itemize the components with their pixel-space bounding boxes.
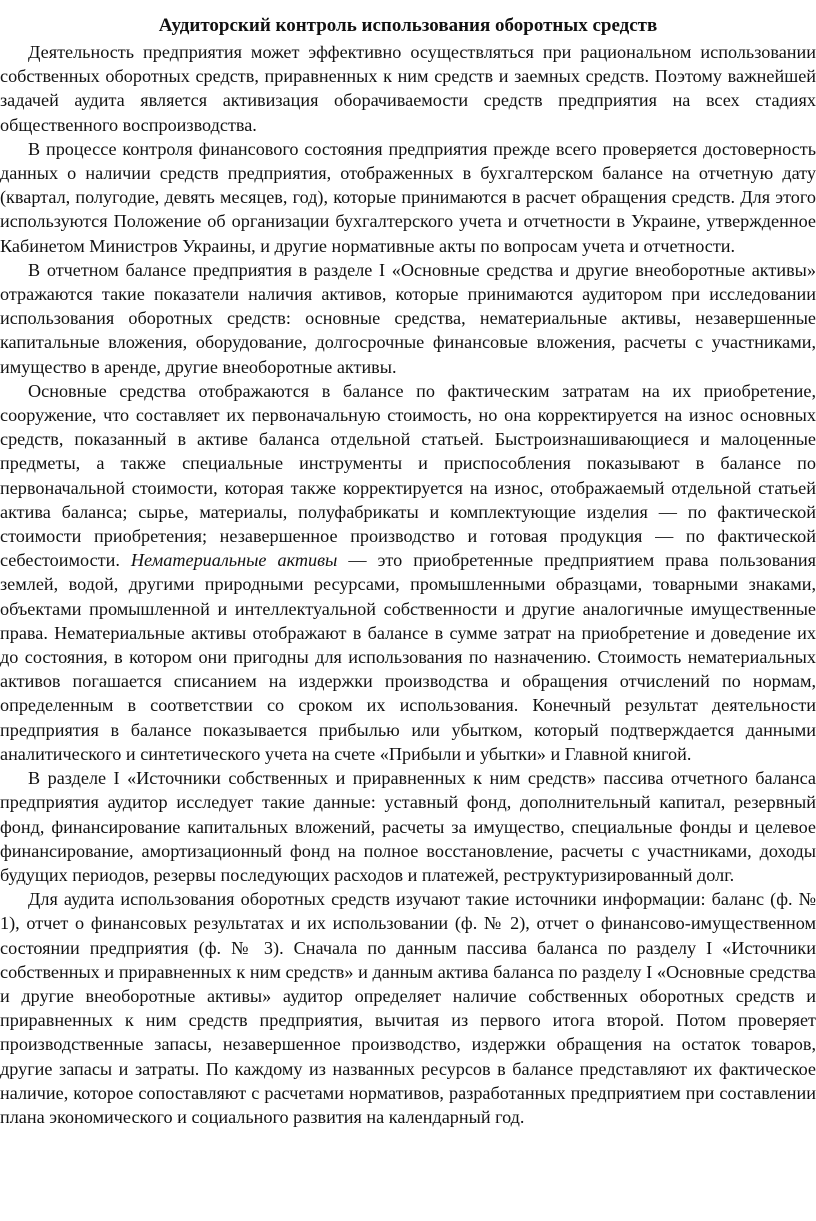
paragraph-1: Деятельность предприятия может эффективно осуществляться при рациональном использовании собственных оборотных средств, приравненных к ним средств и заемных средств. Поэтому важнейшей задачей аудита является активизация оборачиваемости средств предприятия на всех стадиях общественного воспроизводства.: [0, 42, 816, 135]
paragraph-5: В разделе I «Источники собственных и приравненных к ним средств» пассива отчетного баланса предприятия аудитор исследует такие данные: уставный фонд, дополнительный капитал, резервный фонд, финансирование капитальных вложений, расчеты за имущество, специальные фонды и целевое финансирование, амортизационный фонд на полное восстановление, расчеты с участниками, доходы будущих периодов, резервы последующих расходов и платежей, реструктуризированный долг.: [0, 768, 816, 885]
paragraph-4: [0, 379, 816, 766]
paragraph-2: В процессе контроля финансового состояния предприятия прежде всего проверяется достоверность данных о наличии средств предприятия, отображенных в бухгалтерском балансе на отчетную дату (квартал, полугодие, девять месяцев, год), которые принимаются в расчет обращения средств. Для этого используются Положение об организации бухгалтерского учета и отчетности в Украине, утвержденное Кабинетом Министров Украины, и другие нормативные акты по вопросам учета и отчетности.: [0, 138, 816, 256]
paragraph-4-text-after: — это приобретенные предприятием права пользования землей, водой, другими природными ресурсами, промышленными образцами, товарными знаками, объектами промышленной и интеллектуальной собственности и другие аналогичные имущественные права. Нематериальные активы отображают в балансе в сумме затрат на приобретение и доведение их до состояния, в котором они пригодны для использования по назначению. Стоимость нематериальных активов погашается списанием на издержки производства и обращения отчислений по нормам, определенным в соответствии со сроком их использования. Конечный результат деятельности предприятия в балансе показывается прибылью или убытком, который подтверждается данными аналитического и синтетического учета на счете «Прибыли и убытки» и Главной книгой.: [0, 550, 816, 764]
document-title: Аудиторский контроль использования оборотных средств: [158, 15, 658, 36]
paragraph-3: В отчетном балансе предприятия в разделе I «Основные средства и другие внеоборотные активы» отражаются такие показатели наличия активов, которые принимаются аудитором при исследовании использования оборотных средств: основные средства, нематериальные активы, незавершенные капитальные вложения, оборудование, долгосрочные финансовые вложения, расчеты с участниками, имущество в аренде, другие внеоборотные активы.: [0, 259, 816, 377]
intangible-assets-term: Нематериальные активы: [130, 550, 338, 571]
paragraph-4-text-before: Основные средства отображаются в балансе по фактическим затратам на их приобретение, сооружение, что составляет их первоначальную стоимость, но она корректируется на износ основных средств, показанный в активе баланса отдельной статьей. Быстроизнашивающиеся и малоценные предметы, а также специальные инструменты и приспособления показывают в балансе по первоначальной стоимости, которая также корректируется на износ, отображаемый отдельной статьей актива баланса; сырье, материалы, полуфабрикаты и комплектующие изделия — по фактической стоимости приобретения; незавершенное производство и готовая продукция — по фактической себестоимости.: [0, 380, 816, 571]
paragraph-6: Для аудита использования оборотных средств изучают такие источники информации: баланс (ф. № 1), отчет о финансовых результатах и их использовании (ф. № 2), отчет о финансово-имущественном состоянии предприятия (ф. № 3). Сначала по данным пассива баланса по разделу I «Источники собственных и приравненных к ним средств» и данным актива баланса по разделу I «Основные средства и другие внеоборотные активы» аудитор определяет наличие собственных оборотных средств и приравненных к ним средств предприятия, вычитая из первого итога второй. Потом проверяет производственные запасы, незавершенное производство, издержки обращения на остаток товаров, другие запасы и затраты. По каждому из названных ресурсов в балансе представляют их фактическое наличие, которое сопоставляют с расчетами нормативов, разработанных предприятием при составлении плана экономического и социального развития на календарный год.: [0, 889, 816, 1127]
